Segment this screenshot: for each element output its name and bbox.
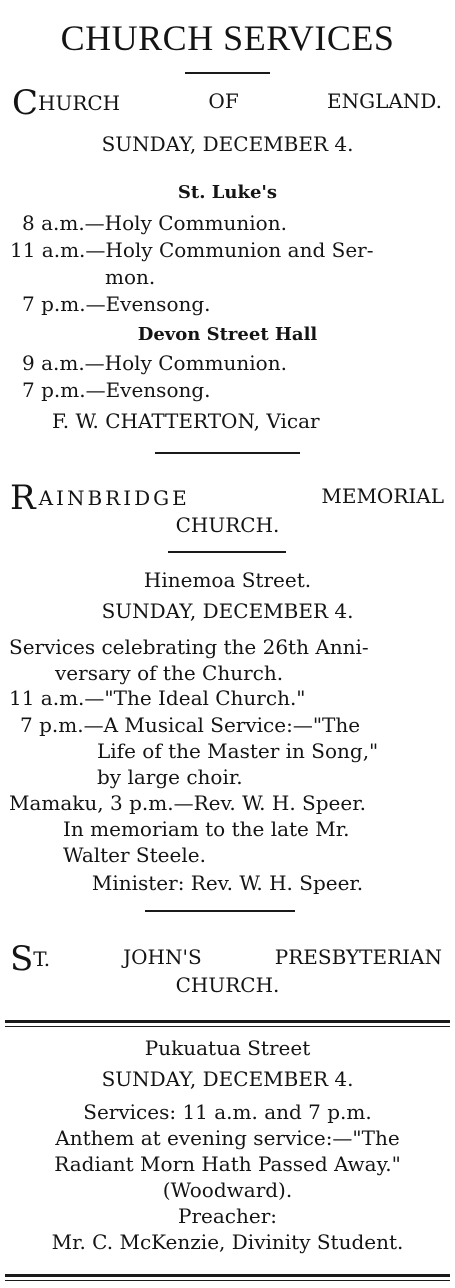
service-line: 9 a.m.—Holy Communion. <box>22 351 287 375</box>
signature: F. W. CHATTERTON, Vicar <box>52 409 320 433</box>
service-line: 8 a.m.—Holy Communion. <box>22 211 287 235</box>
service-line: 7 p.m.—Evensong. <box>22 378 211 402</box>
section-rule <box>155 452 300 454</box>
service-line: Mamaku, 3 p.m.—Rev. W. H. Speer. <box>9 791 366 815</box>
section-location: Hinemoa Street. <box>143 568 312 592</box>
service-line: Walter Steele. <box>63 843 206 867</box>
section-location: Pukuatua Street <box>144 1036 311 1060</box>
service-line: versary of the Church. <box>55 661 284 685</box>
section-heading-line2: CHURCH. <box>175 513 280 537</box>
service-line: In memoriam to the late Mr. <box>63 817 350 841</box>
drop-initial: R <box>10 478 39 518</box>
drop-initial: C <box>12 83 39 123</box>
heading-rule <box>168 551 286 553</box>
service-line: Services celebrating the 26th Anni- <box>9 635 369 659</box>
minister: Minister: Rev. W. H. Speer. <box>91 871 364 895</box>
service-line: 11 a.m.—"The Ideal Church." <box>9 686 306 710</box>
section-heading-st-johns-presbyterian: ST. JOHN'S PRESBYTERIAN <box>10 939 442 979</box>
section-date: SUNDAY, DECEMBER 4. <box>101 132 354 156</box>
service-line: Mr. C. McKenzie, Divinity Student. <box>51 1230 404 1254</box>
page-title: CHURCH SERVICES <box>60 18 395 58</box>
section-date: SUNDAY, DECEMBER 4. <box>101 1067 354 1091</box>
divider-rule <box>5 1026 450 1027</box>
service-line: mon. <box>105 265 156 289</box>
section-date: SUNDAY, DECEMBER 4. <box>101 599 354 623</box>
drop-initial: S <box>10 939 34 979</box>
section-heading-line2: CHURCH. <box>175 973 280 997</box>
service-line: (Woodward). <box>162 1178 293 1202</box>
service-line: 7 p.m.—Evensong. <box>22 292 211 316</box>
bottom-rule <box>5 1274 450 1277</box>
service-line: 11 a.m.—Holy Communion and Ser- <box>10 238 374 262</box>
service-line: Preacher: <box>178 1204 277 1228</box>
divider-rule <box>5 1020 450 1023</box>
bottom-rule <box>5 1280 450 1281</box>
service-line: 7 p.m.—A Musical Service:—"The <box>20 713 361 737</box>
service-line: Anthem at evening service:—"The <box>55 1126 400 1150</box>
venue-name: St. Luke's <box>177 182 278 203</box>
section-heading-church-of-england: CHURCH OF ENGLAND. <box>12 83 442 123</box>
service-line: Services: 11 a.m. and 7 p.m. <box>83 1100 372 1124</box>
service-line: Radiant Morn Hath Passed Away." <box>54 1152 401 1176</box>
venue-name: Devon Street Hall <box>137 324 318 345</box>
section-rule <box>145 910 295 912</box>
title-rule <box>185 72 270 74</box>
section-heading-rainbridge-memorial: RAINBRIDGE MEMORIAL <box>10 478 444 518</box>
service-line: Life of the Master in Song," <box>97 739 379 763</box>
service-line: by large choir. <box>97 765 243 789</box>
